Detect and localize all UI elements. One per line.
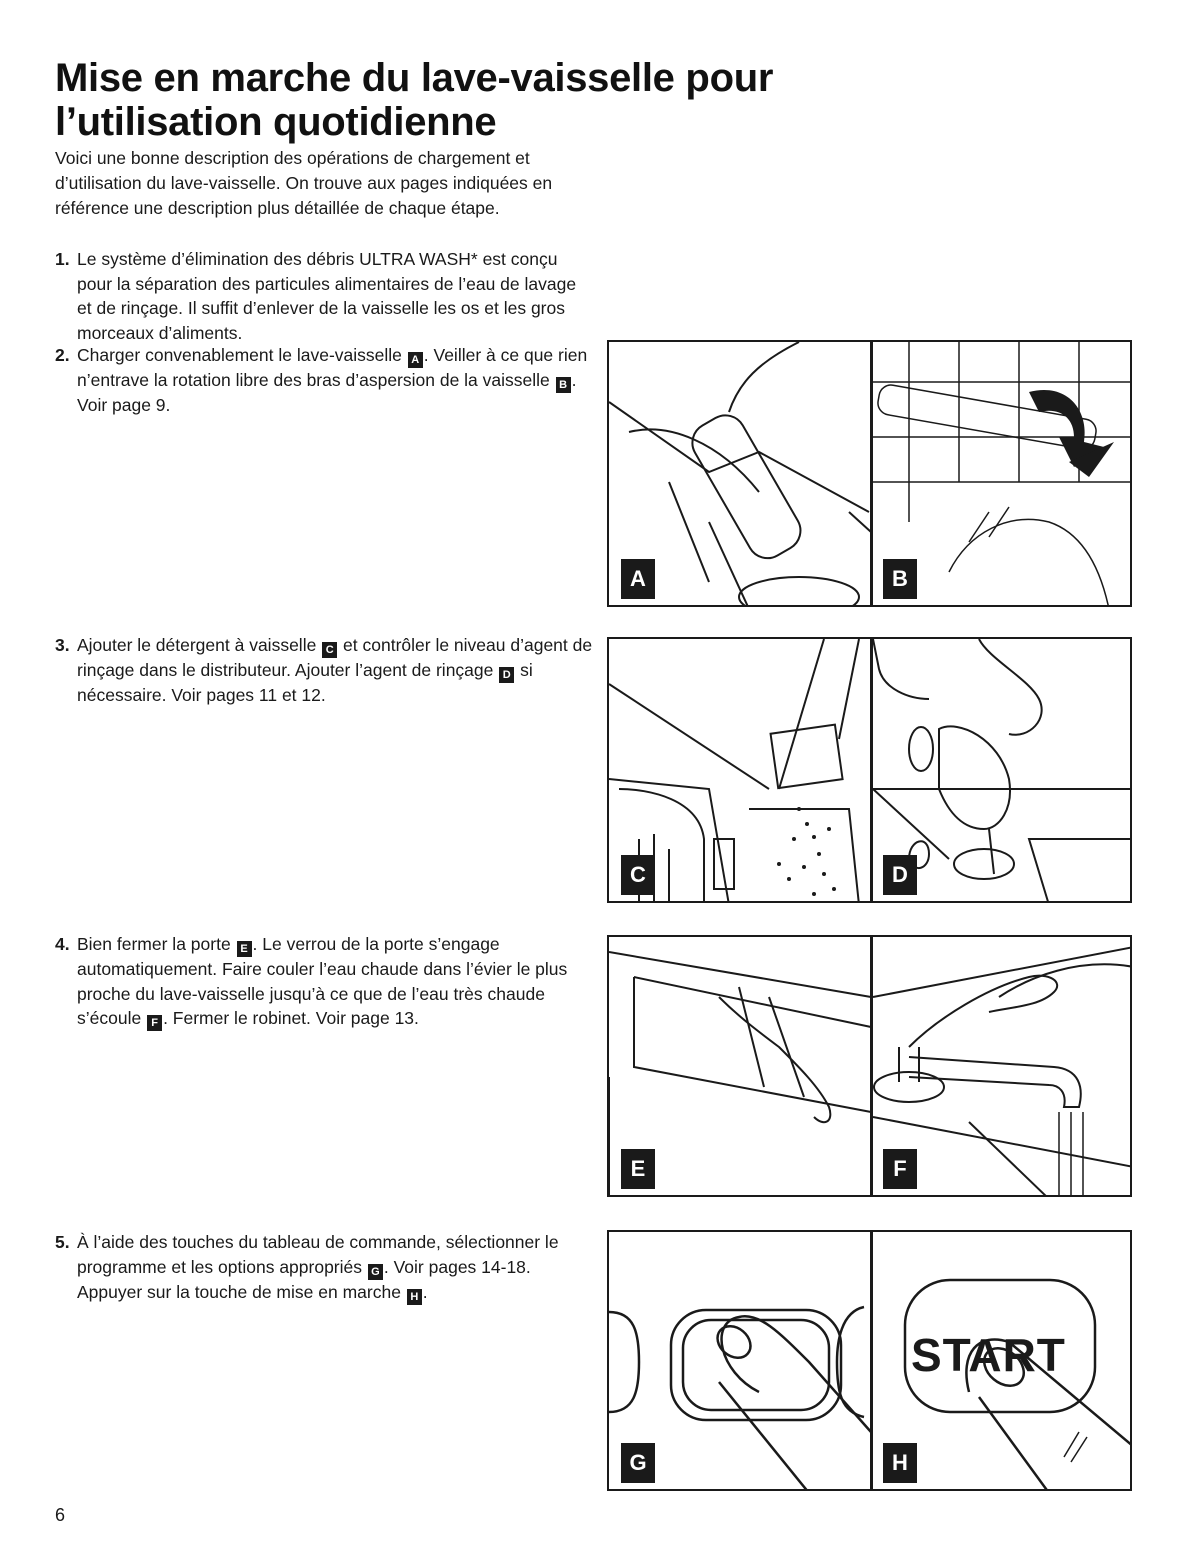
figure-ref-c: C xyxy=(322,642,337,658)
step-5 xyxy=(55,1230,595,1305)
figure-ref-f: F xyxy=(147,1015,162,1031)
panel-divider xyxy=(870,639,873,901)
step-number: 1. xyxy=(55,249,70,269)
step-3 xyxy=(55,633,595,708)
figure-label-h: H xyxy=(883,1443,917,1483)
figure-label-g: G xyxy=(621,1443,655,1483)
figure-ref-g: G xyxy=(368,1264,383,1280)
figure-panel-ab xyxy=(607,340,1132,607)
start-button-label: START xyxy=(911,1329,1066,1381)
intro-paragraph: Voici une bonne description des opérations de chargement et d’utilisation du lave-vaisselle. On trouve aux pages indiquées en référence une description plus détaillée de chaque étape. xyxy=(55,148,553,218)
panel-divider xyxy=(870,937,873,1195)
figure-panel-ef xyxy=(607,935,1132,1197)
figure-label-c: C xyxy=(621,855,655,895)
page-number: 6 xyxy=(55,1505,66,1525)
figure-label-e: E xyxy=(621,1149,655,1189)
step-number: 2. xyxy=(55,345,70,365)
page-title xyxy=(55,56,875,144)
figure-ref-h: H xyxy=(407,1289,422,1305)
panel-divider xyxy=(870,342,873,605)
figure-ref-a: A xyxy=(408,352,423,368)
figure-label-a: A xyxy=(621,559,655,599)
figure-label-f: F xyxy=(883,1149,917,1189)
panel-divider xyxy=(870,1232,873,1489)
step-1 xyxy=(55,247,595,345)
figure-label-b: B xyxy=(883,559,917,599)
step-2 xyxy=(55,343,595,418)
step-number: 3. xyxy=(55,635,70,655)
figure-ref-b: B xyxy=(556,377,571,393)
step-text: Bien fermer la porte E . Le verrou de la porte s’engage automatiquement. Faire couler l’eau chaude dans l’évier le plus proche du lave-vaisselle jusqu’à ce que de l’eau très chaude s’écoule F . Fermer le robinet. Voir page 13. xyxy=(77,934,568,1029)
page-title-line2: l’utilisation quotidienne xyxy=(55,100,497,144)
step-number: 5. xyxy=(55,1232,70,1252)
step-text: Charger convenablement le lave-vaisselle A . Veiller à ce que rien n’entrave la rotation libre des bras d’aspersion de la vaisselle B . Voir page 9. xyxy=(77,345,588,415)
step-4 xyxy=(55,932,595,1031)
step-text: Le système d’élimination des débris ULTRA WASH* est conçu pour la séparation des particules alimentaires de l’eau de lavage et de rinçage. Il suffit d’enlever de la vaisselle les os et les gros morceaux d’aliments. xyxy=(77,249,577,343)
figure-panel-gh xyxy=(607,1230,1132,1491)
step-text: À l’aide des touches du tableau de commande, sélectionner le programme et les options appropriés G . Voir pages 14-18. Appuyer sur la touche de mise en marche H . xyxy=(77,1232,559,1303)
figure-ref-e: E xyxy=(237,941,252,957)
figure-panel-cd xyxy=(607,637,1132,903)
page-title-line1: Mise en marche du lave-vaisselle pour xyxy=(55,56,774,100)
figure-label-d: D xyxy=(883,855,917,895)
step-text: Ajouter le détergent à vaisselle C et contrôler le niveau d’agent de rinçage dans le distributeur. Ajouter l’agent de rinçage D si nécessaire. Voir pages 11 et 12. xyxy=(77,635,593,705)
figure-ref-d: D xyxy=(499,667,514,683)
step-number: 4. xyxy=(55,934,70,954)
